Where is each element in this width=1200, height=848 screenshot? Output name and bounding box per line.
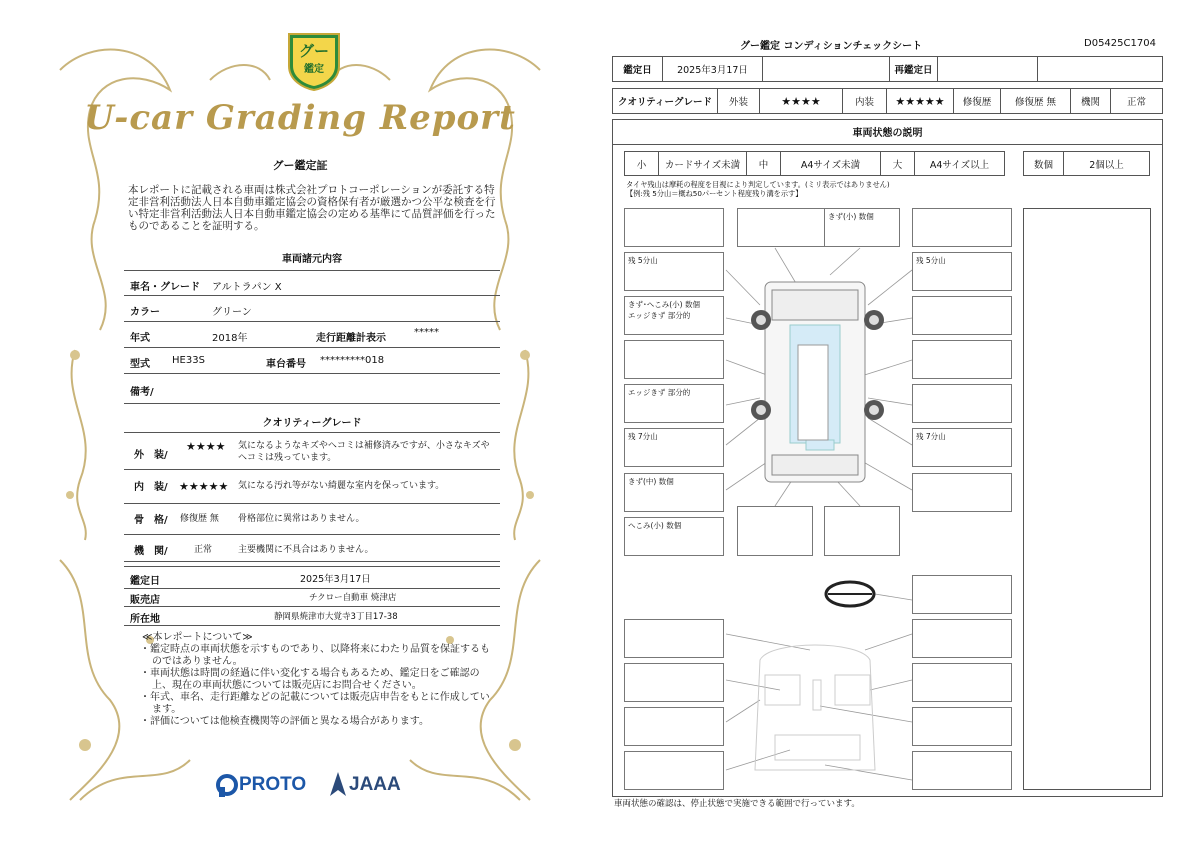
model-label: 型式 [130,359,150,370]
dealer-value: チクロー自動車 焼津店 [309,593,397,603]
quality-label: クオリティーグレード [613,89,718,113]
int-stars: ★★★★★ [887,89,954,113]
spec-row-year [124,322,500,348]
quality-section-title: クオリティーグレード [262,418,362,429]
date-value: 2025年3月17日 [663,57,763,81]
legend-mid: 中 [747,152,781,175]
info-row-date [124,566,500,589]
detail-box-left-rear-side: エッジきず 部分的 [624,384,724,423]
interior-label: 内 装/ [134,482,168,493]
legend-mid-desc: A4サイズ未満 [781,152,881,175]
detail-box-steering [912,575,1012,614]
detail-box [912,663,1012,702]
detail-box [624,208,724,247]
address-label: 所在地 [130,614,160,625]
quality-row-interior [124,470,500,504]
ext-stars: ★★★★ [760,89,843,113]
note-item: ・年式、車名、走行距離などの記載については販売店申告をもとに作成しています。 [140,692,490,715]
specs-section-title: 車両諸元内容 [282,254,342,265]
proto-logo-icon [215,772,239,798]
int-label: 内装 [843,89,887,113]
name-label: 車名・グレード [130,282,200,293]
detail-box [912,751,1012,790]
detail-box [912,208,1012,247]
jaaa-logo-text: JAAA [349,774,401,795]
detail-box [737,506,813,556]
legend-count-desc: 2個以上 [1089,159,1124,171]
engine-label: 機 関/ [134,546,168,557]
quality-row-exterior [124,434,500,470]
legend-small-desc: カードサイズ未満 [659,152,747,175]
tire-note-2: 【例:残 5分山＝概ね50パーセント程度残り溝を示す】 [626,189,803,198]
detail-box [624,751,724,790]
detail-box [912,384,1012,423]
detail-box [624,340,724,379]
frame-comment: 骨格部位に異常はありません。 [238,514,365,524]
repair-label: 修復歴 [954,89,1001,113]
year-value: 2018年 [212,333,248,344]
engine-comment: 主要機関に不具合はありません。 [238,545,374,555]
exterior-label: 外 装/ [134,450,168,461]
mileage-value: ***** [414,327,439,338]
dealer-label: 販売店 [130,595,160,606]
document-id: D05425C1704 [1084,38,1156,49]
detail-box-front-left-tire: 残 5分山 [624,252,724,291]
badge-line1: グー [298,42,329,60]
detail-box [737,208,837,247]
address-value: 静岡県焼津市大覚寺3丁目17-38 [274,612,398,622]
detail-box-rear-left: きず(中) 数個 [624,473,724,512]
detail-box [912,296,1012,335]
interior-stars: ★★★★★ [179,480,229,493]
spec-row-color [124,296,500,322]
detail-box-rear-right-tire: 残 7分山 [912,428,1012,467]
exterior-comment: 気になるようなキズやヘコミは補修済みですが、小さなキズやヘコミは残っています。 [238,441,490,463]
spec-row-name [124,272,500,296]
legend-large: 大 [881,152,915,175]
repair-value: 修復歴 無 [1001,89,1071,113]
sheet-footer: 車両状態の確認は、停止状態で実施できる範囲で行っています。 [614,799,860,809]
frame-label: 骨 格/ [134,515,168,526]
report-title: U-car Grading Report [84,98,516,138]
section-title: 車両状態の説明 [612,119,1163,145]
detail-box [912,619,1012,658]
note-item: ・車両状態は時間の経過に伴い変化する場合もあるため、鑑定日をご確認の上、現在の車両状態については販売店にお問合せください。 [140,668,480,691]
jaaa-logo-icon [328,770,348,798]
quality-row-engine [124,535,500,562]
info-row-address [124,607,500,626]
interior-comment: 気になる汚れ等がない綺麗な室内を保っています。 [238,481,445,491]
detail-box-front: きず(小) 数個 [824,208,900,247]
name-value: アルトラパン X [212,282,282,293]
condition-check-sheet [600,0,1200,848]
detail-box-left-front-side: きず･へこみ(小) 数個 エッジきず 部分的 [624,296,724,335]
notes-heading: ≪本レポートについて≫ [142,632,253,643]
quality-row-frame [124,504,500,535]
note-item: ・評価については他検査機関等の評価と異なる場合があります。 [140,716,429,727]
detail-box-rear: へこみ(小) 数個 [624,517,724,556]
exterior-stars: ★★★★ [186,440,226,453]
detail-box [624,663,724,702]
detail-box [912,707,1012,746]
model-value: HE33S [172,355,205,366]
legend-count: 数個 [1024,152,1064,175]
report-notes [140,632,490,728]
sheet-title: グー鑑定 コンディションチェックシート [740,41,923,52]
spec-row-model [124,348,500,374]
color-value: グリーン [212,307,252,318]
mileage-label: 走行距離計表示 [316,333,386,344]
date-label: 鑑定日 [130,576,160,587]
date-value: 2025年3月17日 [300,574,371,585]
detail-box-rear-left-tire: 残 7分山 [624,428,724,467]
legend-small: 小 [625,152,659,175]
engine-label: 機関 [1071,89,1111,113]
remarks-label: 備考/ [130,387,154,398]
certificate-intro: 本レポートに記載される車両は株式会社プロトコーポレーションが委託する特定非営利活動法人日本自動車鑑定協会の資格保有者が厳選かつ公平な検査を行い特定非営利活動法人日本自動車鑑定協会の定める基準にて品質評価を行ったものであることを証明する。 [128,184,496,232]
spec-row-remarks [124,374,500,404]
info-row-dealer [124,588,500,607]
color-label: カラー [130,307,160,318]
goo-kantei-badge [285,30,343,92]
detail-box [912,340,1012,379]
year-label: 年式 [130,333,150,344]
badge-line2: 鑑定 [304,64,324,75]
tire-note-1: タイヤ残山は摩耗の程度を目視により判定しています。(ミリ表示ではありません) [626,180,890,189]
chassis-value: *********018 [320,355,385,366]
engine-value: 正常 [1126,97,1146,108]
legend-large-desc: A4サイズ以上 [929,159,990,171]
engine-value: 正常 [194,545,213,555]
steering-wheel-icon [826,582,874,606]
certificate-title: グー鑑定証 [272,159,328,172]
detail-box [824,506,900,556]
logos [215,770,415,800]
detail-box-front-right-tire: 残 5分山 [912,252,1012,291]
detail-box [912,473,1012,512]
date-label: 鑑定日 [613,57,663,81]
ext-label: 外装 [718,89,760,113]
detail-box [624,619,724,658]
chassis-label: 車台番号 [266,359,306,370]
detail-box [624,707,724,746]
frame-value: 修復歴 無 [180,514,219,524]
note-item: ・鑑定時点の車両状態を示すものであり、以降将来にわたり品質を保証するものではありません。 [140,644,490,667]
proto-logo-text: PROTO [239,774,307,795]
re-appraisal-label: 再鑑定日 [890,57,938,81]
